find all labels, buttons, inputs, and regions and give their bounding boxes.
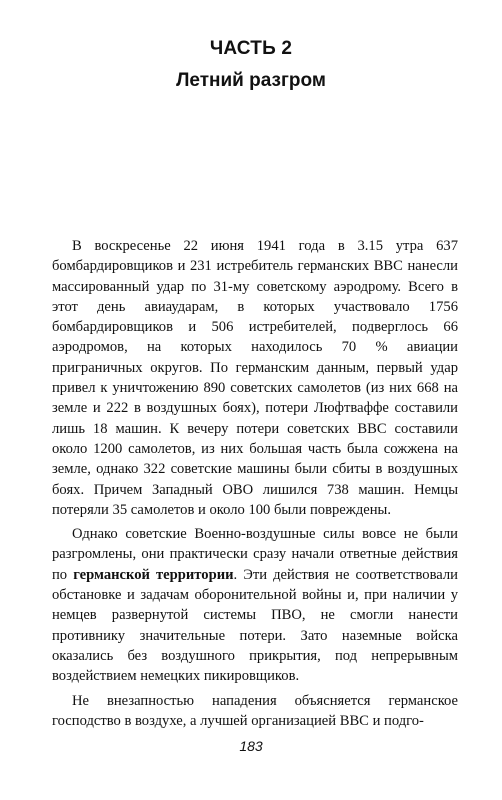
paragraph	[52, 524, 458, 686]
emphasized-text: германской территории	[73, 566, 234, 583]
part-title: ЧАСТЬ 2	[209, 38, 293, 59]
paragraph-text: Однако советские Военно-воздушные силы вовсе не были разгромлены, они практически сразу начали ответные действия по	[52, 526, 458, 583]
body-text	[52, 236, 458, 735]
paragraph-text: . Эти действия не соответствовали обстановке и задачам оборонительной войны и, при наличии у немцев развернутой системы ПВО, не смогли нанести противнику значительные потери. Зато наземные войска оказались без воздушного прикрытия, под непрерывным воздействием немецких пикировщиков.	[52, 566, 458, 685]
paragraph: В воскресенье 22 июня 1941 года в 3.15 утра 637 бомбардировщиков и 231 истребитель германских ВВС нанесли массированный удар по 31-му советскому аэродрому. Всего в этот день авиаударам, в которых участвовало 1756 бомбардировщиков и 506 истребителей, подверглось 66 аэродромов, на которых находилось 70 % авиации приграничных округов. По германским данным, первый удар привел к уничтожению 890 советских самолетов (из них 668 на земле и 222 в воздушных боях), потери Люфтваффе составили лишь 18 машин. К вечеру потери советских ВВС составили около 1200 самолетов, из них большая часть была сожжена на земле, однако 322 советские машины были сбиты в воздушных боях. Причем Западный ОВО лишился 738 машин. Немцы потеряли 35 самолетов и около 100 были повреждены.	[52, 238, 458, 518]
chapter-title: Летний разгром	[176, 70, 326, 91]
paragraph: Не внезапностью нападения объясняется германское господство в воздухе, а лучшей организацией ВВС и подго-	[52, 692, 458, 729]
page-number: 183	[239, 738, 263, 754]
